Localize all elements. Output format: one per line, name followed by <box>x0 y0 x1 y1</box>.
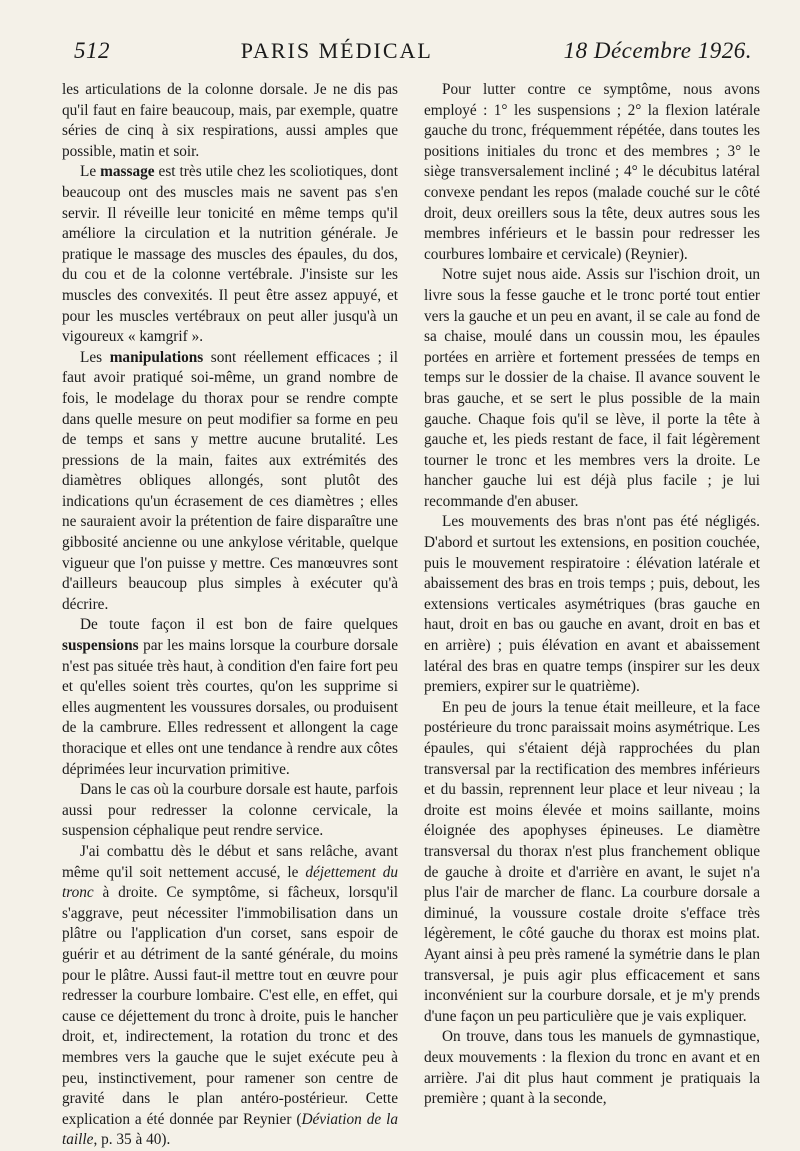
running-header <box>62 38 760 72</box>
journal-title: PARIS MÉDICAL <box>240 38 433 63</box>
paragraph: les articulations de la colonne dorsale. Je ne dis pas qu'il faut en faire beaucoup, mais, par exemple, quatre séries de cinq à six respirations, aussi amples que possible, matin et soir. <box>62 81 398 160</box>
paragraph: Les mouvements des bras n'ont pas été négligés. D'abord et surtout les extensions, en position couchée, puis le mouvement respiratoire : élévation latérale et abaissement des bras en trois temps ; puis, debout, les extensions verticales asymétriques (bras gauche en haut, droit en bas ou gauche en avant, droit en bas et en arrière) ; puis élévation en avant et abaissement latéral des bras en quatre temps (inspirer sur les deux premiers, expirer sur le quatrième). <box>424 513 760 696</box>
keyword-manipulations: manipulations <box>109 348 204 366</box>
paragraph: Dans le cas où la courbure dorsale est haute, parfois aussi pour redresser la colonne cervicale, la suspension céphalique peut rendre service. <box>62 781 398 840</box>
page-number: 512 <box>74 38 110 63</box>
paragraph: Les manipulations sont réellement efficaces ; il faut avoir pratiqué soi-même, un grand nombre de fois, le modelage du thorax pour se rendre compte dans quelle mesure on peut modifier sa forme en peu de temps et sans y mettre aucune brutalité. Les pressions de la main, faites aux extrémités des diamètres obliques allongés, sont plutôt des indications qu'un écrasement de ces diamètres ; elles ne sauraient avoir la prétention de faire disparaître une gibbosité ancienne ou une ankylose véritable, quelque vigueur que l'on puisse y mettre. Ces manœuvres sont d'ailleurs beaucoup plus simples à exécuter qu'à décrire. <box>62 348 398 613</box>
paragraph: Notre sujet nous aide. Assis sur l'ischion droit, un livre sous la fesse gauche et le tronc porté tout entier vers la gauche et un peu en avant, il se cale au fond de sa chaise, moulé dans un coussin mou, les épaules portées en arrière et fortement pressées de temps en temps sur le dossier de la chaise. Il avance souvent le bras gauche, et se sert le plus possible de la main gauche. Chaque fois qu'il se lève, il porte la tête à gauche et, les pieds restant de face, il fait légèrement tourner le tronc et les membres vers la droite. Le hancher gauche lui est déjà plus facile ; je lui recommande d'en abuser. <box>424 266 760 510</box>
paragraph: Le massage est très utile chez les scoliotiques, dont beaucoup ont des muscles mais ne savent pas s'en servir. Il réveille leur tonicité en même temps qu'il améliore la circulation et la nutrition générale. Je pratique le massage des muscles des épaules, du dos, du cou et de la colonne vertébrale. J'insiste sur les muscles des convexités. Il peut être assez appuyé, et pour les muscles vertébraux on peut aller jusqu'à un vigoureux « kamgrif ». <box>62 163 398 346</box>
left-column <box>62 80 398 1151</box>
paragraph: En peu de jours la tenue était meilleure, et la face postérieure du tronc paraissait moins asymétrique. Les épaules, qui s'étaient déjà rapprochées du plan transversal par la rectification des membres inférieurs et du bassin, reprennent leur place et leur niveau ; la droite est moins élevée et moins saillante, moins éloignée des apophyses épineuses. Le diamètre transversal du thorax n'est plus franchement oblique de gauche à droite et d'arrière en avant, le sujet n'a plus l'air de marcher de flanc. La courbure dorsale a diminué, la voussure costale droite s'efface très légèrement, le côté gauche du thorax est moins plat. Ayant ainsi à peu près ramené la symétrie dans le plan transversal, je puis agir plus efficacement et sans inconvénient sur la courbure dorsale, et je m'y prends d'une façon un peu particulière que je vais expliquer. <box>424 698 760 1025</box>
paragraph: On trouve, dans tous les manuels de gymnastique, deux mouvements : la flexion du tronc en avant et en arrière. J'ai dit plus haut comment je pratiquais la première ; quant à la seconde, <box>424 1028 760 1108</box>
citation-title: Déviation de la taille <box>62 1110 398 1149</box>
issue-date: 18 Décembre 1926. <box>563 38 752 63</box>
paragraph: De toute façon il est bon de faire quelques suspensions par les mains lorsque la courbure dorsale n'est pas située très haut, à condition d'en faire fort peu et qu'elles soient très courtes, qu'on les supprime si elles augmentent les voussures dorsales, ou produisent de la cambrure. Elles redressent et allongent la cage thoracique et elles ont une tendance à rendre aux côtes déprimées leur incurvation primitive. <box>62 616 398 778</box>
keyword-massage: massage <box>100 163 155 181</box>
right-column <box>424 80 760 1151</box>
paragraph: Pour lutter contre ce symptôme, nous avons employé : 1° les suspensions ; 2° la flexion latérale gauche du tronc, fréquemment répétée, dans toutes les positions initiales du tronc et des membres ; 3° le siège transversalement incliné ; 4° le décubitus latéral convexe pendant les repos (malade couché sur le côté droit, deux oreillers sous la tête, deux autres sous les membres inférieurs et le bassin pour redresser les courbures lombaire et cervicale) (Reynier). <box>424 81 760 263</box>
term-dejettement: déjettement du tronc <box>62 863 398 902</box>
paragraph: J'ai combattu dès le début et sans relâche, avant même qu'il soit nettement accusé, le déjettement du tronc à droite. Ce symptôme, si fâcheux, lorsqu'il s'aggrave, peut nécessiter l'immobilisation dans un plâtre ou l'application d'un corset, sans espoir de guérir et au détriment de la santé générale, du moins pour le plâtre. Aussi faut-il mettre tout en œuvre pour redresser la courbure lombaire. C'est elle, en effet, qui cause ce déjettement du tronc à droite, puis le hancher droit, et, indirectement, la rotation du tronc et des membres vers la gauche que le sujet exécute peu à peu, instinctivement, pour ramener son centre de gravité dans le plan antéro-postérieur. Cette explication a été donnée par Reynier (Déviation de la taille, p. 35 à 40). <box>62 842 398 1149</box>
keyword-suspensions: suspensions <box>62 637 139 655</box>
text-columns <box>62 80 760 1151</box>
